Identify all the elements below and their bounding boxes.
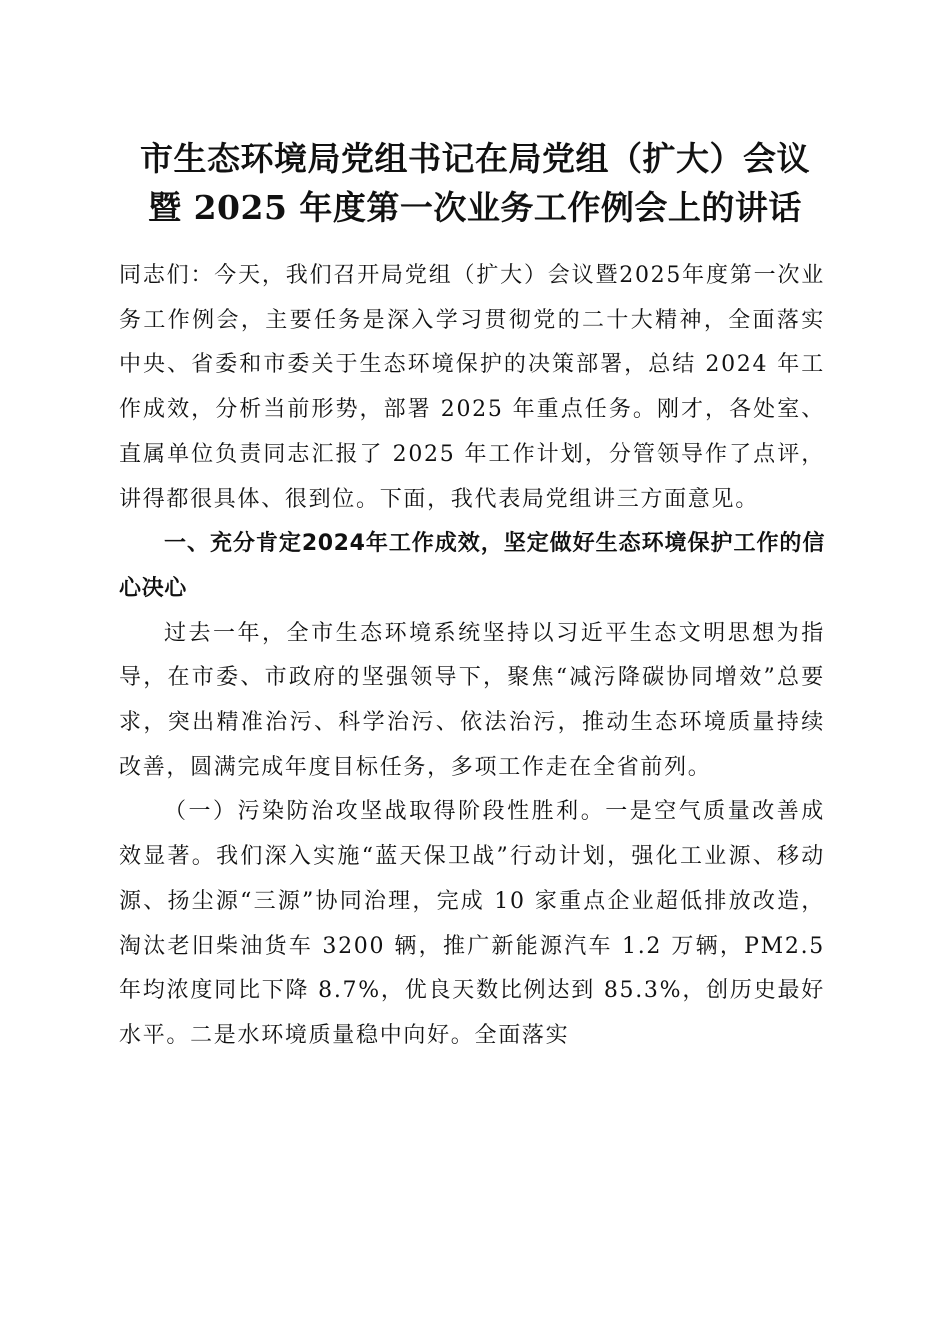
body-paragraph: 过去一年，全市生态环境系统坚持以习近平生态文明思想为指导，在市委、市政府的坚强领导下，聚焦“减污降碳协同增效”总要求，突出精准治污、科学治污、依法治污，推动生态环境质量持续改善，圆满完成年度目标任务，多项工作走在全省前列。	[119, 620, 825, 780]
document-title	[110, 134, 840, 232]
document-body	[119, 254, 825, 1059]
body-paragraph: （一）污染防治攻坚战取得阶段性胜利。一是空气质量改善成效显著。我们深入实施“蓝天保卫战”行动计划，强化工业源、移动源、扬尘源“三源”协同治理，完成 10 家重点企业超低排放改造，淘汰老旧柴油货车 3200 辆，推广新能源汽车 1.2 万辆，PM2.5 年均浓度同比下降 8.7%，优良天数比例达到 85.3%，创历史最好水平。二是水环境质量稳中向好。全面落实	[119, 799, 825, 1048]
opening-paragraph: 同志们：今天，我们召开局党组（扩大）会议暨2025年度第一次业务工作例会，主要任务是深入学习贯彻党的二十大精神，全面落实中央、省委和市委关于生态环境保护的决策部署，总结 2024 年工作成效，分析当前形势，部署 2025 年重点任务。刚才，各处室、直属单位负责同志汇报了 2025 年工作计划，分管领导作了点评，讲得都很具体、很到位。下面，我代表局党组讲三方面意见。	[119, 263, 825, 512]
title-line-2: 暨 2025 年度第一次业务工作例会上的讲话	[148, 188, 802, 227]
title-line-1: 市生态环境局党组书记在局党组（扩大）会议	[140, 139, 810, 178]
section-heading-1: 一、充分肯定2024年工作成效，坚定做好生态环境保护工作的信心决心	[119, 531, 825, 601]
